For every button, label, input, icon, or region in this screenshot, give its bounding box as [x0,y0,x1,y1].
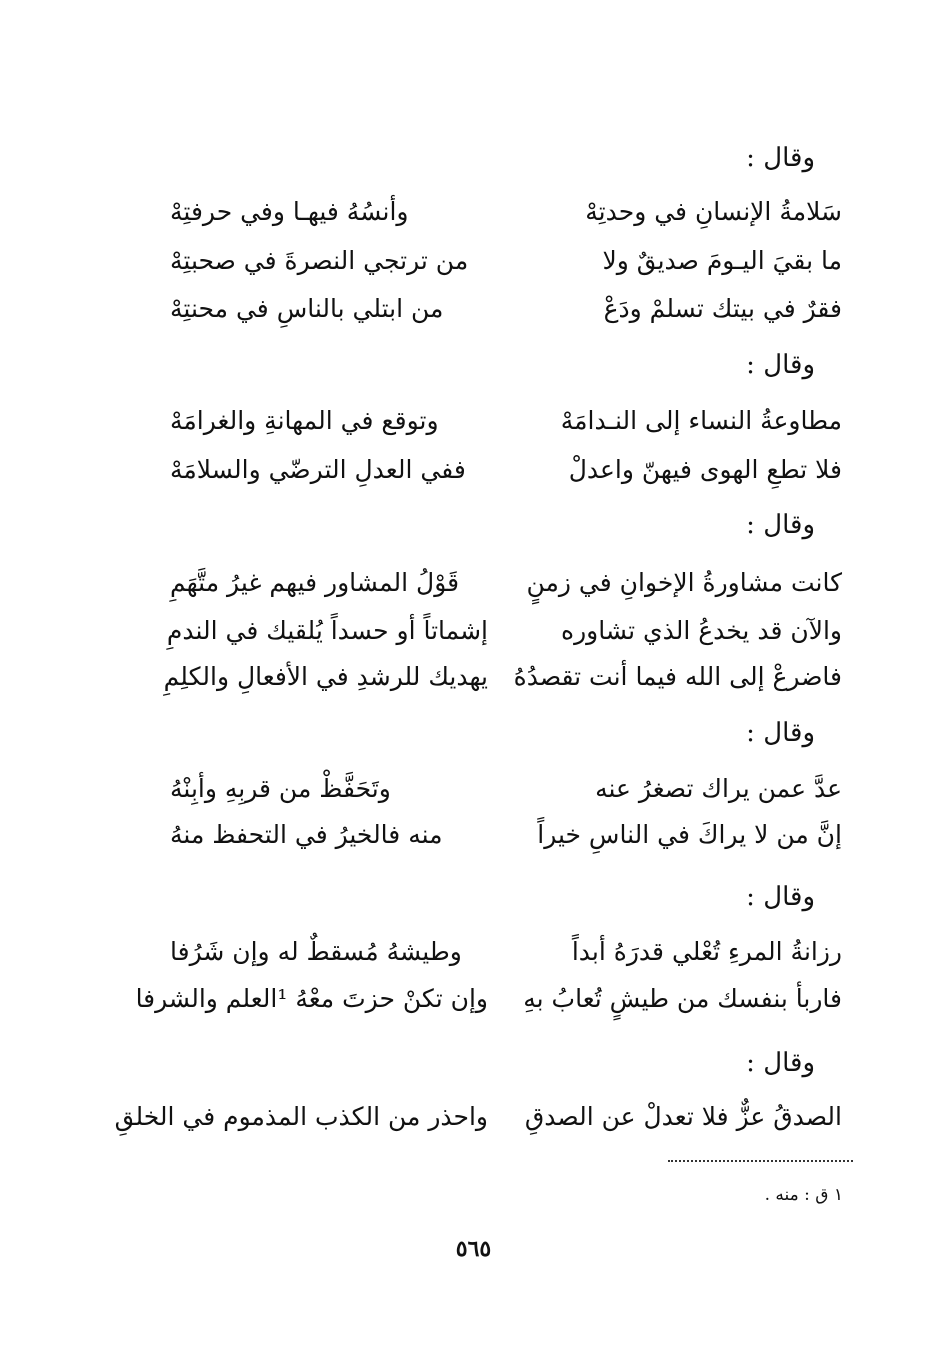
verse-line [170,455,842,495]
section-intro: وقال : [746,882,815,912]
first-hemistich: إنَّ من لا يراكَ في الناسِ خيراً [537,820,842,849]
first-hemistich: فقرٌ في بيتك تسلمْ ودَعْ [603,294,842,323]
footnote-divider [668,1160,853,1162]
second-hemistich: وتَحَفَّظْ من قربِهِ وأبِنْهُ [170,774,391,803]
second-hemistich: وتوقع في المهانةِ والغرامَهْ [170,406,439,435]
footnote: ١ ق : منه . [764,1185,843,1205]
section-intro: وقال : [746,510,815,540]
first-hemistich: فلا تطعِ الهوى فيهنّ واعدلْ [568,455,842,484]
verse-line [135,984,842,1024]
second-hemistich: إشماتاً أو حسداً يُلقيك في الندمِ [166,616,488,645]
second-hemistich: منه فالخيرُ في التحفظ منهُ [170,820,443,849]
verse-line [170,294,842,334]
verse-line [163,662,842,702]
section-intro: وقال : [746,143,815,173]
first-hemistich: فاضرعْ إلى الله فيما أنت تقصدُهُ [513,662,842,691]
section-intro: وقال : [746,350,815,380]
second-hemistich: يهديك للرشدِ في الأفعالِ والكلِمِ [163,662,488,691]
verse-line [170,937,842,977]
first-hemistich: ما بقيَ اليـومَ صديقٌ ولا [602,246,842,275]
section-intro: وقال : [746,718,815,748]
verse-line [114,1102,842,1142]
verse-line [170,568,842,608]
second-hemistich: قَوْلُ المشاور فيهم غيرُ متَّهَمِ [170,568,460,597]
section-intro: وقال : [746,1048,815,1078]
first-hemistich: عدَّ عمن يراك تصغرُ عنه [595,774,842,803]
verse-line [170,246,842,286]
first-hemistich: كانت مشاورةُ الإخوانِ في زمنٍ [526,568,842,597]
page-number: ٥٦٥ [455,1236,492,1262]
second-hemistich: وطيشهُ مُسقطٌ له وإن شَرُفا [170,937,462,966]
verse-line [170,406,842,446]
first-hemistich: مطاوعةُ النساء إلى النـدامَهْ [560,406,842,435]
verse-line [166,616,842,656]
first-hemistich: الصدقُ عزٌّ فلا تعدلْ عن الصدقِ [524,1102,842,1131]
first-hemistich: والآن قد يخدعُ الذي تشاوره [560,616,842,645]
verse-line [170,820,842,860]
first-hemistich: فاربأ بنفسك من طيشٍ تُعابُ بهِ [523,984,842,1013]
verse-line [170,774,842,814]
first-hemistich: سَلامةُ الإنسانِ في وحدتِهْ [585,197,842,226]
second-hemistich: من ترتجي النصرةَ في صحبتِهْ [170,246,469,275]
second-hemistich: من ابتلي بالناسِ في محنتِهْ [170,294,444,323]
second-hemistich: وأنسُهُ فيهـا وفي حرفتِهْ [170,197,409,226]
second-hemistich: وإن تكنْ حزتَ معْهُ ¹العلم والشرفا [135,984,488,1013]
verse-line [170,197,842,237]
second-hemistich: واحذر من الكذب المذموم في الخلقِ [114,1102,488,1131]
second-hemistich: ففي العدلِ الترضّي والسلامَهْ [170,455,466,484]
first-hemistich: رزانةُ المرءِ تُعْلي قدرَهُ أبداً [571,937,842,966]
